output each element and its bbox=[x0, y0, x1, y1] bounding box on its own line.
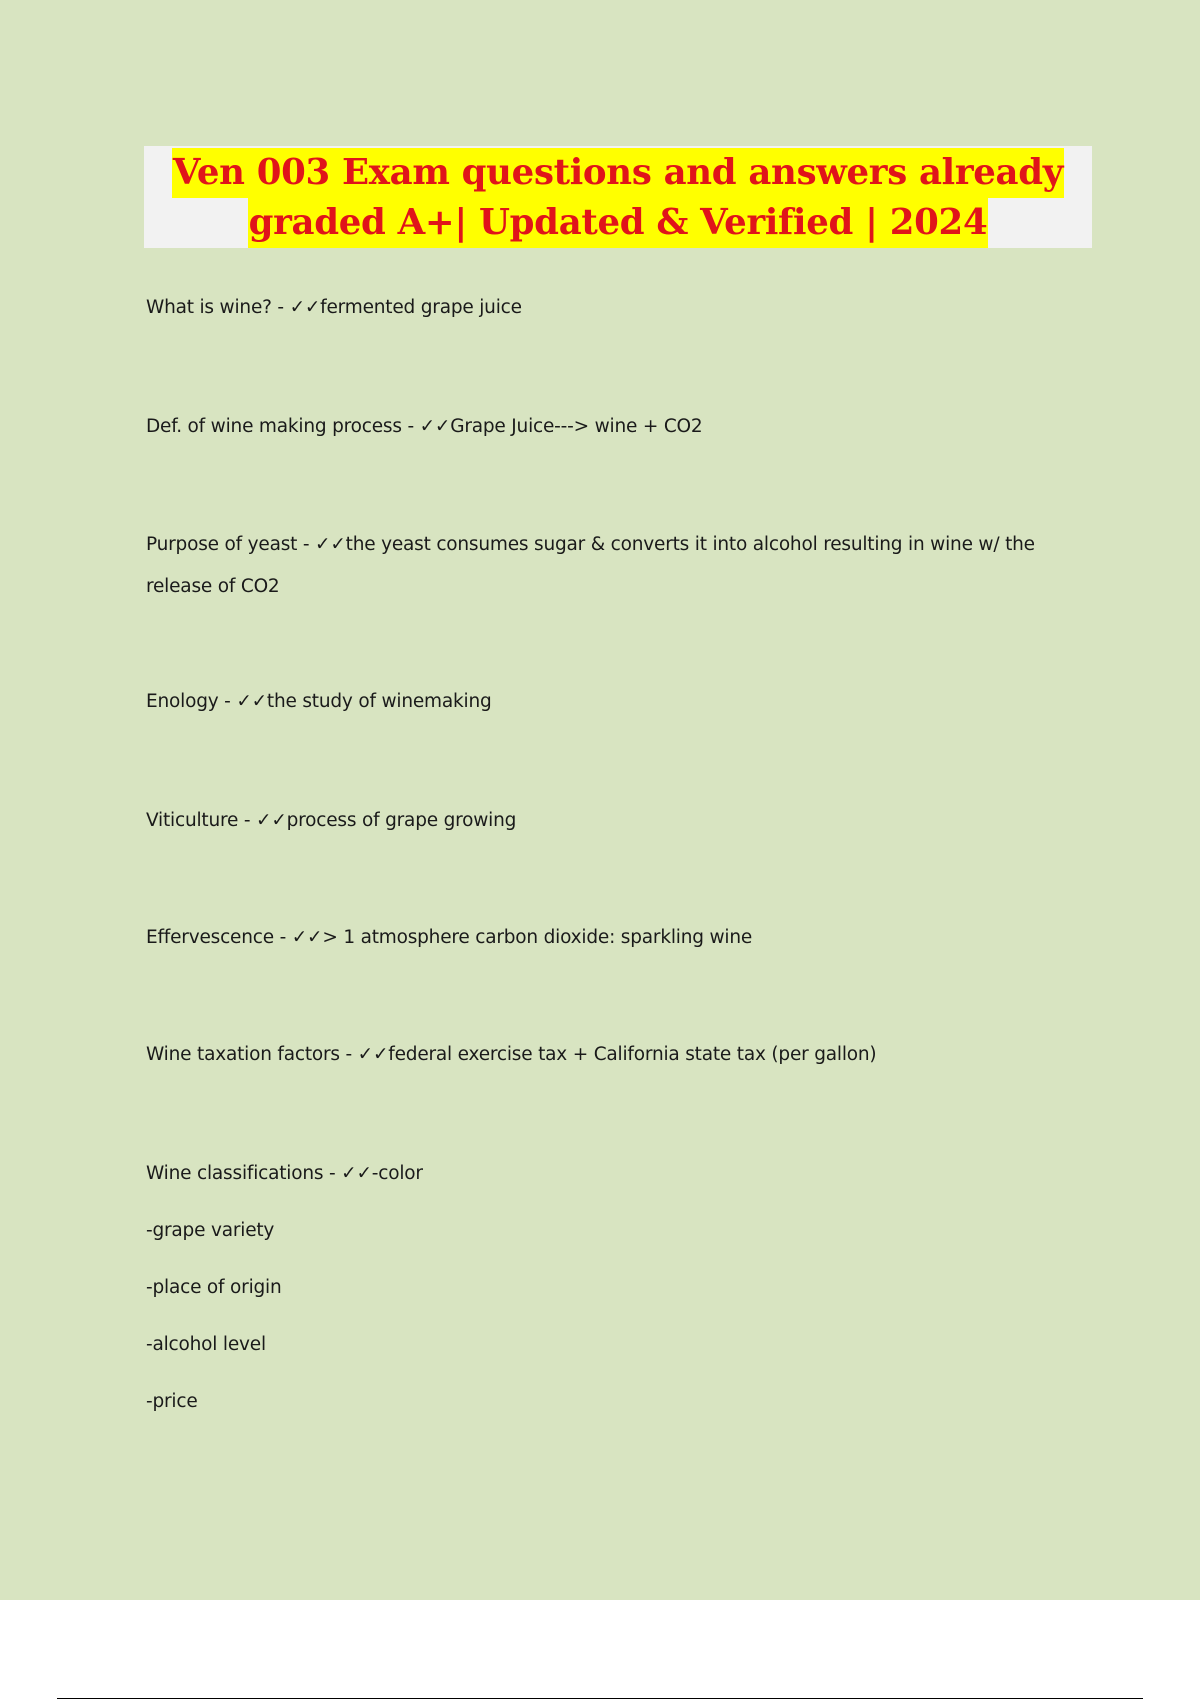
qa-wine-taxation: Wine taxation factors - ✓✓federal exercise tax + California state tax (per gallon) bbox=[146, 1044, 877, 1065]
qa-wine-classifications: Wine classifications - ✓✓-color bbox=[146, 1163, 423, 1184]
title-box bbox=[144, 146, 1092, 248]
list-item: -alcohol level bbox=[146, 1334, 266, 1355]
list-item: -grape variety bbox=[146, 1220, 275, 1241]
qa-what-is-wine: What is wine? - ✓✓fermented grape juice bbox=[146, 297, 522, 318]
qa-viticulture: Viticulture - ✓✓process of grape growing bbox=[146, 810, 517, 831]
qa-enology: Enology - ✓✓the study of winemaking bbox=[146, 691, 492, 712]
qa-wine-making-process: Def. of wine making process - ✓✓Grape Juice---> wine + CO2 bbox=[146, 416, 703, 437]
title-line-1: Ven 003 Exam questions and answers already bbox=[172, 148, 1064, 198]
list-item: -price bbox=[146, 1391, 198, 1412]
qa-purpose-of-yeast-continued: release of CO2 bbox=[146, 576, 280, 597]
footer-divider bbox=[57, 1698, 1143, 1699]
qa-purpose-of-yeast: Purpose of yeast - ✓✓the yeast consumes sugar & converts it into alcohol resulting in wine w/ the bbox=[146, 534, 1035, 555]
qa-effervescence: Effervescence - ✓✓> 1 atmosphere carbon dioxide: sparkling wine bbox=[146, 927, 753, 948]
list-item: -place of origin bbox=[146, 1277, 282, 1298]
title-line-2: graded A+| Updated & Verified | 2024 bbox=[248, 198, 989, 248]
